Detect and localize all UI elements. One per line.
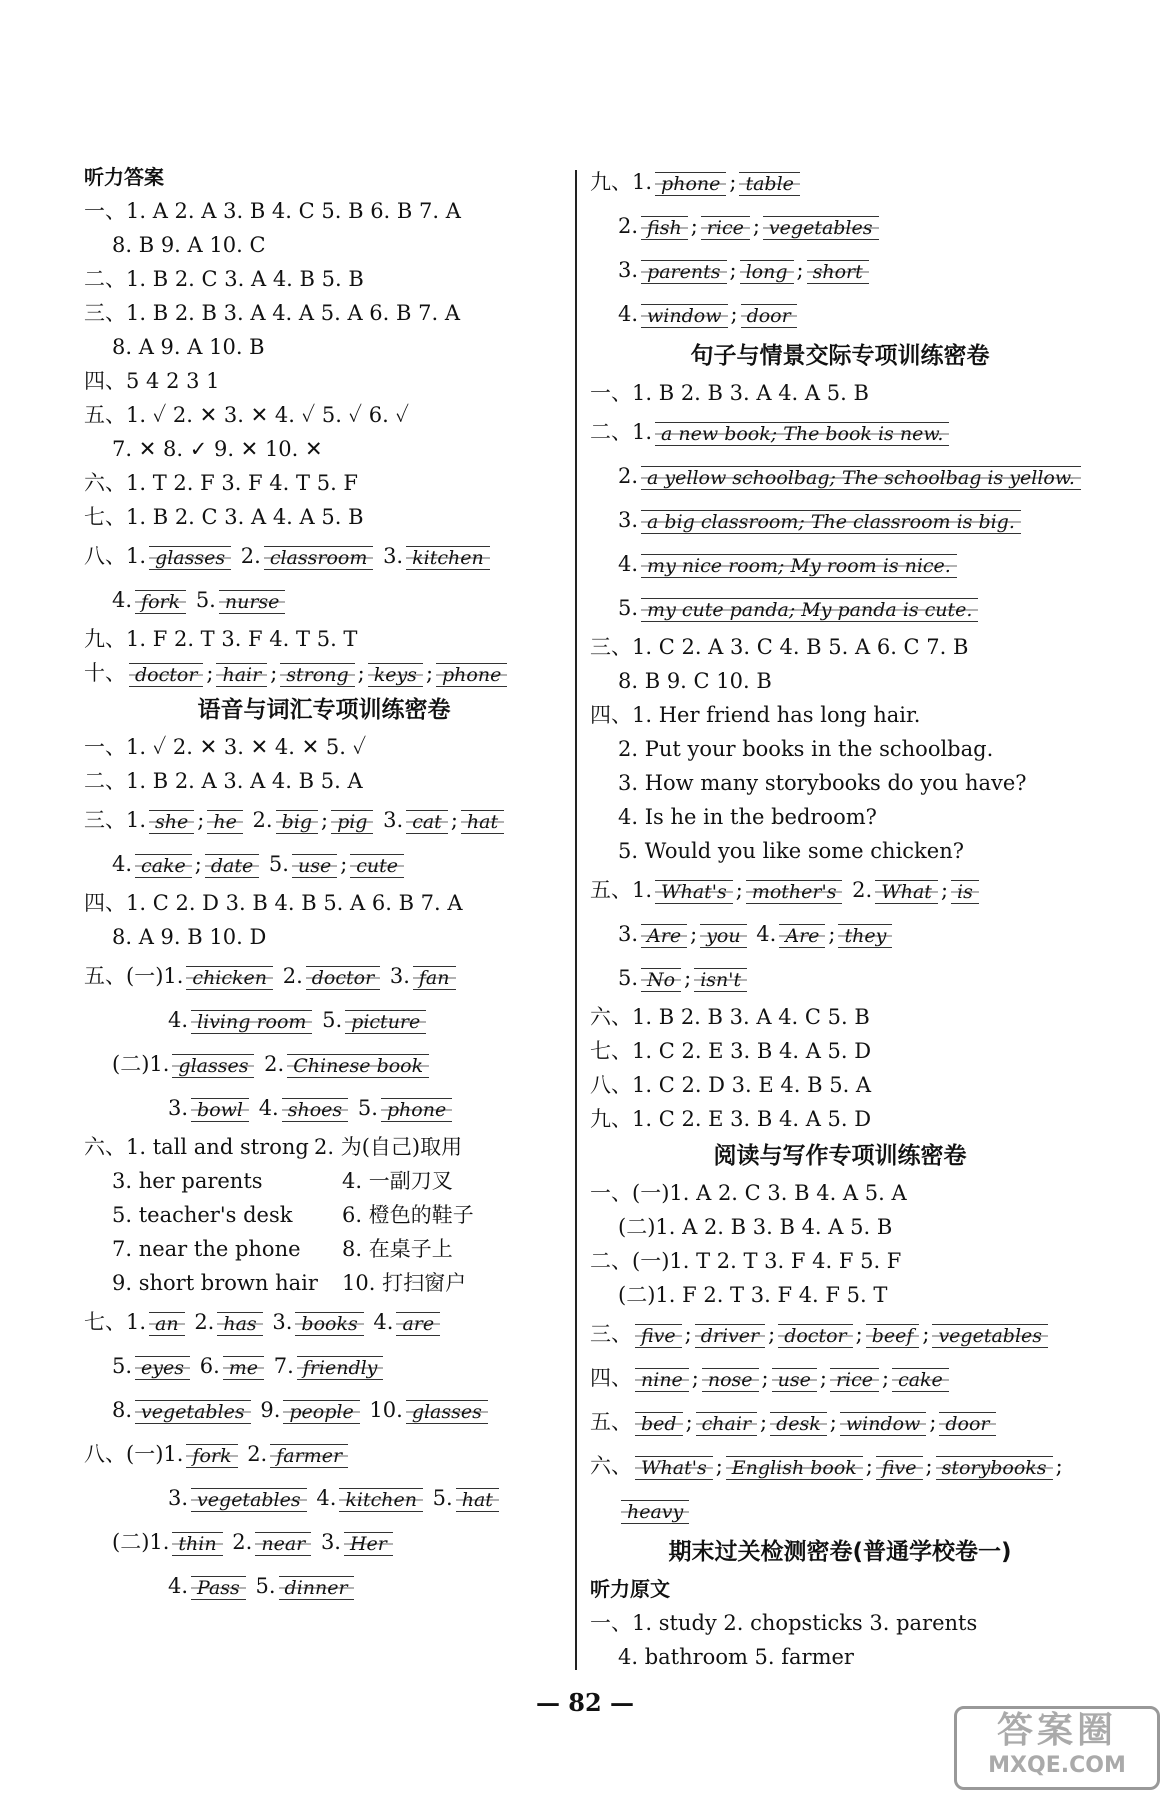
handwritten-answer: phone — [436, 663, 507, 687]
handwritten-answer: strong — [280, 663, 354, 687]
item-number: (二)1. — [112, 1530, 170, 1554]
handwritten-answer: Chinese book — [287, 1054, 429, 1078]
item-number: 2. — [232, 1530, 253, 1554]
item-number: 2. — [247, 1442, 268, 1466]
answer-row: 七、1. B 2. C 3. A 4. A 5. B — [84, 505, 364, 529]
section-heading: 阅读与写作专项训练密卷 — [713, 1143, 967, 1169]
handwritten-answer: near — [255, 1532, 311, 1556]
item-number: 9. — [260, 1398, 281, 1422]
handwritten-answer: fork — [135, 590, 186, 614]
handwritten-answer: bowl — [191, 1098, 249, 1122]
handwritten-answer: door — [939, 1412, 995, 1436]
answer-row — [84, 578, 564, 622]
handwritten-answer: nose — [702, 1368, 759, 1392]
handwritten-answer: fan — [413, 966, 456, 990]
answer-row: 十、 doctor ; hair ; strong ; keys ; phone — [84, 656, 564, 690]
section-heading: 句子与情景交际专项训练密卷 — [690, 343, 990, 369]
answer-row: 七、1. C 2. E 3. B 4. A 5. D — [590, 1039, 872, 1063]
handwritten-answer: storybooks — [936, 1456, 1053, 1480]
answer-row: 二、(一)1. T 2. T 3. F 4. F 5. F — [590, 1249, 902, 1273]
handwritten-answer: chicken — [186, 966, 273, 990]
answer-row: 四、1. C 2. D 3. B 4. B 5. A 6. B 7. A — [84, 891, 463, 915]
item-number: 2. — [618, 464, 639, 488]
answer-item: 7. near the phone — [112, 1237, 301, 1261]
item-number: 六、 — [590, 1454, 632, 1478]
handwritten-answer: a yellow schoolbag; The schoolbag is yellow. — [641, 466, 1081, 490]
answer-row — [84, 1086, 564, 1130]
item-number: 5. — [432, 1486, 453, 1510]
item-number: 4. — [618, 552, 639, 576]
item-number: 5. — [357, 1096, 378, 1120]
item-number: 4. — [756, 922, 777, 946]
item-number: 3. — [618, 258, 639, 282]
answer-row — [84, 1300, 564, 1344]
answer-row: 六、1. B 2. B 3. A 4. C 5. B — [590, 1005, 870, 1029]
handwritten-answer: me — [223, 1356, 264, 1380]
answer-row: 八、1. C 2. D 3. E 4. B 5. A — [590, 1073, 872, 1097]
item-number: 3. — [383, 544, 404, 568]
item-number: 2. — [618, 214, 639, 238]
handwritten-answer: window — [641, 304, 727, 328]
answer-row: 三、1. she ; he 2. big ; pig 3. cat ; hat — [84, 798, 564, 842]
item-number: 三、1. — [84, 808, 147, 832]
answer-item: 4. 一副刀叉 — [342, 1169, 453, 1193]
item-number: 3. — [618, 922, 639, 946]
item-number: 8. — [112, 1398, 133, 1422]
watermark-url: MXQE.COM — [988, 1753, 1126, 1778]
answer-row — [590, 586, 1090, 630]
answer-row: 四、 nine ; nose ; use ; rice ; cake — [590, 1356, 1090, 1400]
answer-row: 五、1. What's ; mother's 2. What ; is — [590, 868, 1090, 912]
item-number: 3. — [389, 964, 410, 988]
handwritten-answer: What — [875, 880, 938, 904]
handwritten-answer: hat — [456, 1488, 499, 1512]
handwritten-answer: Pass — [191, 1576, 246, 1600]
handwritten-answer: people — [283, 1400, 359, 1424]
handwritten-answer: big — [276, 810, 318, 834]
handwritten-answer: door — [741, 304, 797, 328]
answer-row: 5. No ; isn't — [590, 956, 1090, 1000]
item-number: 5. — [255, 1574, 276, 1598]
item-number: 5. — [618, 966, 639, 990]
handwritten-answer: vegetables — [763, 216, 879, 240]
answer-item: 六、1. tall and strong — [84, 1135, 309, 1159]
item-number: 6. — [199, 1354, 220, 1378]
item-number: 5. — [618, 596, 639, 620]
item-number: 3. — [320, 1530, 341, 1554]
item-number: 五、 — [590, 1410, 632, 1434]
item-number: 3. — [618, 508, 639, 532]
answer-row: 8. A 9. A 10. B — [112, 335, 265, 359]
handwritten-answer: What's — [635, 1456, 713, 1480]
item-number: 4. — [168, 1574, 189, 1598]
answer-row — [84, 1164, 564, 1198]
item-number: 5. — [195, 588, 216, 612]
answer-row: 3. How many storybooks do you have? — [618, 771, 1027, 795]
handwritten-answer: glasses — [406, 1400, 488, 1424]
handwritten-answer: keys — [368, 663, 423, 687]
item-number: 2. — [282, 964, 303, 988]
handwritten-answer: Her — [344, 1532, 393, 1556]
answer-item: 9. short brown hair — [112, 1271, 318, 1295]
handwritten-answer: doctor — [129, 663, 203, 687]
handwritten-answer: nine — [635, 1368, 689, 1392]
answer-row — [84, 1520, 564, 1564]
handwritten-answer: date — [205, 854, 259, 878]
answer-item: 3. her parents — [112, 1169, 263, 1193]
handwritten-answer: dinner — [279, 1576, 354, 1600]
item-number: 5. — [322, 1008, 343, 1032]
item-number: 7. — [273, 1354, 294, 1378]
handwritten-answer: isn't — [694, 968, 747, 992]
answer-row — [590, 454, 1090, 498]
handwritten-answer: kitchen — [339, 1488, 423, 1512]
item-number: 五、1. — [590, 878, 653, 902]
answer-row — [590, 542, 1090, 586]
answer-item: 5. teacher's desk — [112, 1203, 293, 1227]
answer-row: 三、1. B 2. B 3. A 4. A 5. A 6. B 7. A — [84, 301, 460, 325]
item-number: 2. — [252, 808, 273, 832]
answer-item: 2. 为(自己)取用 — [314, 1135, 463, 1159]
handwritten-answer: hair — [216, 663, 267, 687]
handwritten-answer: are — [396, 1312, 440, 1336]
item-number: 十、 — [84, 661, 126, 685]
answer-row — [84, 534, 564, 578]
item-number: 4. — [618, 302, 639, 326]
handwritten-answer: doctor — [778, 1324, 852, 1348]
answer-row — [590, 498, 1090, 542]
handwritten-answer: use — [772, 1368, 817, 1392]
answer-row — [84, 1042, 564, 1086]
watermark-text: 答案圈 — [996, 1710, 1117, 1751]
item-number: 2. — [264, 1052, 285, 1076]
answer-row: 5. Would you like some chicken? — [618, 839, 964, 863]
handwritten-answer: my nice room; My room is nice. — [641, 554, 957, 578]
handwritten-answer: English book — [726, 1456, 863, 1480]
item-number: 四、 — [590, 1366, 632, 1390]
answer-row — [84, 998, 564, 1042]
handwritten-answer: picture — [345, 1010, 426, 1034]
answer-row: 二、1. B 2. A 3. A 4. B 5. A — [84, 769, 363, 793]
item-number: 2. — [240, 544, 261, 568]
answer-row — [84, 954, 564, 998]
section-heading: 期末过关检测密卷(普通学校卷一) — [668, 1539, 1012, 1565]
item-number: 4. — [112, 588, 133, 612]
answer-row: 二、1. B 2. C 3. A 4. B 5. B — [84, 267, 364, 291]
handwritten-answer: No — [641, 968, 681, 992]
answer-row: 九、1. F 2. T 3. F 4. T 5. T — [84, 627, 358, 651]
handwritten-answer: an — [149, 1312, 185, 1336]
item-number: 八、(一)1. — [84, 1442, 184, 1466]
handwritten-answer: phone — [655, 172, 726, 196]
handwritten-answer: you — [700, 924, 746, 948]
answer-row — [84, 1266, 564, 1300]
item-number: 5. — [112, 1354, 133, 1378]
handwritten-answer: cute — [350, 854, 404, 878]
handwritten-answer: shoes — [282, 1098, 348, 1122]
item-number: 3. — [168, 1096, 189, 1120]
item-number: 2. — [194, 1310, 215, 1334]
watermark-logo — [954, 1706, 1160, 1790]
handwritten-answer: vegetables — [135, 1400, 251, 1424]
answer-row: 7. ✕ 8. ✓ 9. ✕ 10. ✕ — [112, 437, 323, 461]
item-number: 10. — [369, 1398, 403, 1422]
handwritten-answer: five — [876, 1456, 923, 1480]
answer-row: 2. fish ; rice ; vegetables — [590, 204, 1090, 248]
answer-row: 8. B 9. A 10. C — [112, 233, 266, 257]
answer-row: 4. cake ; date 5. use ; cute — [84, 842, 564, 886]
page-number: — 82 — — [535, 1688, 635, 1717]
handwritten-answer: nurse — [219, 590, 286, 614]
handwritten-answer: is — [951, 880, 979, 904]
handwritten-answer: desk — [770, 1412, 827, 1436]
item-number: 3. — [383, 808, 404, 832]
answer-row: 五、1. ✓ 2. ✕ 3. ✕ 4. ✓ 5. ✓ 6. ✓ — [84, 403, 410, 427]
answer-row: 六、1. T 2. F 3. F 4. T 5. F — [84, 471, 358, 495]
answer-row: 三、 five ; driver ; doctor ; beef ; vegetables — [590, 1312, 1090, 1356]
answer-row: 8. B 9. C 10. B — [618, 669, 772, 693]
handwritten-answer: beef — [866, 1324, 920, 1348]
handwritten-answer: heavy — [621, 1500, 689, 1524]
handwritten-answer: short — [807, 260, 869, 284]
answer-row: 3. parents ; long ; short — [590, 248, 1090, 292]
answer-row: 九、1. phone ; table — [590, 160, 1090, 204]
answer-row: 4. window ; door — [590, 292, 1090, 336]
answer-row — [84, 1476, 564, 1520]
answer-row — [84, 1130, 564, 1164]
handwritten-answer: table — [739, 172, 799, 196]
handwritten-answer: chair — [696, 1412, 757, 1436]
answer-row: 4. bathroom 5. farmer — [618, 1645, 854, 1669]
handwritten-answer: pig — [331, 810, 373, 834]
handwritten-answer: cake — [892, 1368, 949, 1392]
handwritten-answer: fish — [641, 216, 688, 240]
answer-row: 四、1. Her friend has long hair. — [590, 703, 921, 727]
handwritten-answer: glasses — [149, 546, 231, 570]
handwritten-answer: phone — [381, 1098, 452, 1122]
handwritten-answer: vegetables — [191, 1488, 307, 1512]
right-column — [590, 160, 1090, 1674]
handwritten-answer: use — [292, 854, 337, 878]
answer-row: 8. A 9. B 10. D — [112, 925, 267, 949]
item-number: 4. — [373, 1310, 394, 1334]
handwritten-answer: Are — [779, 924, 825, 948]
handwritten-answer: bed — [635, 1412, 683, 1436]
answer-row: 3. Are ; you 4. Are ; they — [590, 912, 1090, 956]
item-number: 4. — [258, 1096, 279, 1120]
handwritten-answer: my cute panda; My panda is cute. — [641, 598, 978, 622]
answer-item: 10. 打扫窗户 — [342, 1271, 467, 1295]
item-number: 4. — [112, 852, 133, 876]
handwritten-answer: hat — [461, 810, 504, 834]
handwritten-answer: has — [217, 1312, 262, 1336]
handwritten-answer: friendly — [297, 1356, 384, 1380]
answer-row — [590, 410, 1090, 454]
handwritten-answer: eyes — [135, 1356, 190, 1380]
handwritten-answer: mother's — [746, 880, 843, 904]
handwritten-answer: kitchen — [406, 546, 490, 570]
handwritten-answer: long — [740, 260, 794, 284]
handwritten-answer: living room — [191, 1010, 312, 1034]
answer-row: 四、5 4 2 3 1 — [84, 369, 220, 393]
item-number: (二)1. — [112, 1052, 170, 1076]
answer-row: 一、1. B 2. B 3. A 4. A 5. B — [590, 381, 869, 405]
item-number: 4. — [168, 1008, 189, 1032]
answer-row: 九、1. C 2. E 3. B 4. A 5. D — [590, 1107, 872, 1131]
answer-row: 4. Is he in the bedroom? — [618, 805, 877, 829]
section-subtitle: 听力原文 — [590, 1577, 670, 1601]
item-number: 三、 — [590, 1322, 632, 1346]
answer-row — [590, 1488, 1090, 1532]
handwritten-answer: glasses — [172, 1054, 254, 1078]
answer-row — [84, 1344, 564, 1388]
handwritten-answer: What's — [655, 880, 733, 904]
answer-row: 一、1. study 2. chopsticks 3. parents — [590, 1611, 978, 1635]
answer-row — [84, 1232, 564, 1266]
left-column — [84, 160, 564, 1608]
handwritten-answer: she — [149, 810, 194, 834]
section-title: 听力答案 — [84, 165, 164, 189]
answer-item: 6. 橙色的鞋子 — [342, 1203, 474, 1227]
handwritten-answer: books — [295, 1312, 363, 1336]
handwritten-answer: fork — [186, 1444, 237, 1468]
handwritten-answer: he — [207, 810, 242, 834]
answer-row: 五、 bed ; chair ; desk ; window ; door — [590, 1400, 1090, 1444]
handwritten-answer: cake — [135, 854, 192, 878]
answer-row — [84, 1432, 564, 1476]
handwritten-answer: window — [840, 1412, 926, 1436]
answer-row — [84, 1564, 564, 1608]
item-number: 2. — [852, 878, 873, 902]
handwritten-answer: five — [635, 1324, 682, 1348]
item-number: 二、1. — [590, 420, 653, 444]
handwritten-answer: cat — [406, 810, 448, 834]
handwritten-answer: driver — [695, 1324, 765, 1348]
handwritten-answer: a big classroom; The classroom is big. — [641, 510, 1021, 534]
handwritten-answer: farmer — [270, 1444, 348, 1468]
item-number: 3. — [168, 1486, 189, 1510]
item-number: 五、(一)1. — [84, 964, 184, 988]
handwritten-answer: they — [838, 924, 892, 948]
column-divider — [575, 170, 577, 1670]
answer-item: 8. 在桌子上 — [342, 1237, 453, 1261]
answer-row: (二)1. F 2. T 3. F 4. F 5. T — [618, 1283, 888, 1307]
handwritten-answer: rice — [701, 216, 750, 240]
item-number: 七、1. — [84, 1310, 147, 1334]
item-number: 八、1. — [84, 544, 147, 568]
answer-row: 2. Put your books in the schoolbag. — [618, 737, 994, 761]
handwritten-answer: rice — [830, 1368, 879, 1392]
answer-row — [84, 1198, 564, 1232]
item-number: 5. — [268, 852, 289, 876]
answer-row: 一、1. ✓ 2. ✕ 3. ✕ 4. ✕ 5. ✓ — [84, 735, 367, 759]
handwritten-answer: a new book; The book is new. — [655, 422, 949, 446]
handwritten-answer: thin — [172, 1532, 222, 1556]
item-number: 3. — [272, 1310, 293, 1334]
item-number: 4. — [316, 1486, 337, 1510]
handwritten-answer: doctor — [306, 966, 380, 990]
handwritten-answer: parents — [641, 260, 726, 284]
answer-row: 六、 What's ; English book ; five ; storybooks ; — [590, 1454, 1063, 1479]
handwritten-answer: Are — [641, 924, 687, 948]
answer-row: 一、1. A 2. A 3. B 4. C 5. B 6. B 7. A — [84, 199, 461, 223]
answer-row: (二)1. A 2. B 3. B 4. A 5. B — [618, 1215, 893, 1239]
handwritten-answer: classroom — [264, 546, 374, 570]
answer-row: 一、(一)1. A 2. C 3. B 4. A 5. A — [590, 1181, 907, 1205]
section-heading: 语音与词汇专项训练密卷 — [197, 697, 451, 723]
answer-row — [84, 1388, 564, 1432]
answer-row: 三、1. C 2. A 3. C 4. B 5. A 6. C 7. B — [590, 635, 969, 659]
handwritten-answer: vegetables — [932, 1324, 1048, 1348]
item-number: 九、1. — [590, 170, 653, 194]
